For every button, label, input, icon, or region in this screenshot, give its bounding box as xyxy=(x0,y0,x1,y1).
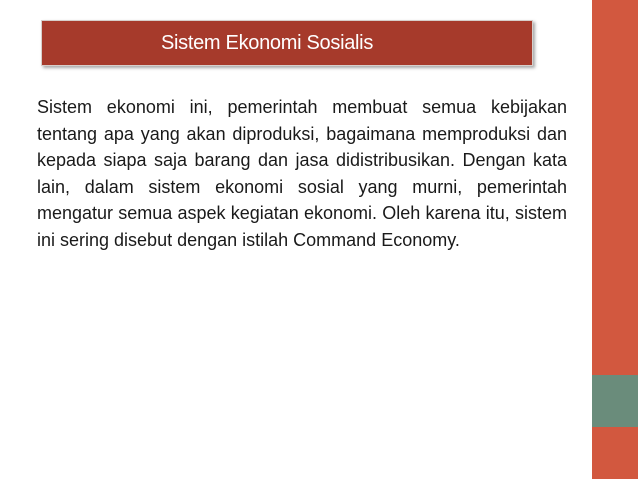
decorative-side-strip xyxy=(592,0,638,479)
title-banner xyxy=(41,20,533,66)
slide-body-text: Sistem ekonomi ini, pemerintah membuat semua kebijakan tentang apa yang akan diproduksi, bagaimana memproduksi dan kepada siapa saja barang dan jasa didistribusikan. Dengan kata lain, dalam sistem ekonomi sosial yang murni, pemerintah mengatur semua aspek kegiatan ekonomi. Oleh karena itu, sistem ini sering disebut dengan istilah Command Economy. xyxy=(37,97,567,250)
slide-title: Sistem Ekonomi Sosialis xyxy=(160,31,374,54)
side-strip-top-segment xyxy=(592,0,638,375)
side-strip-middle-segment xyxy=(592,375,638,427)
side-strip-bottom-segment xyxy=(592,427,638,479)
